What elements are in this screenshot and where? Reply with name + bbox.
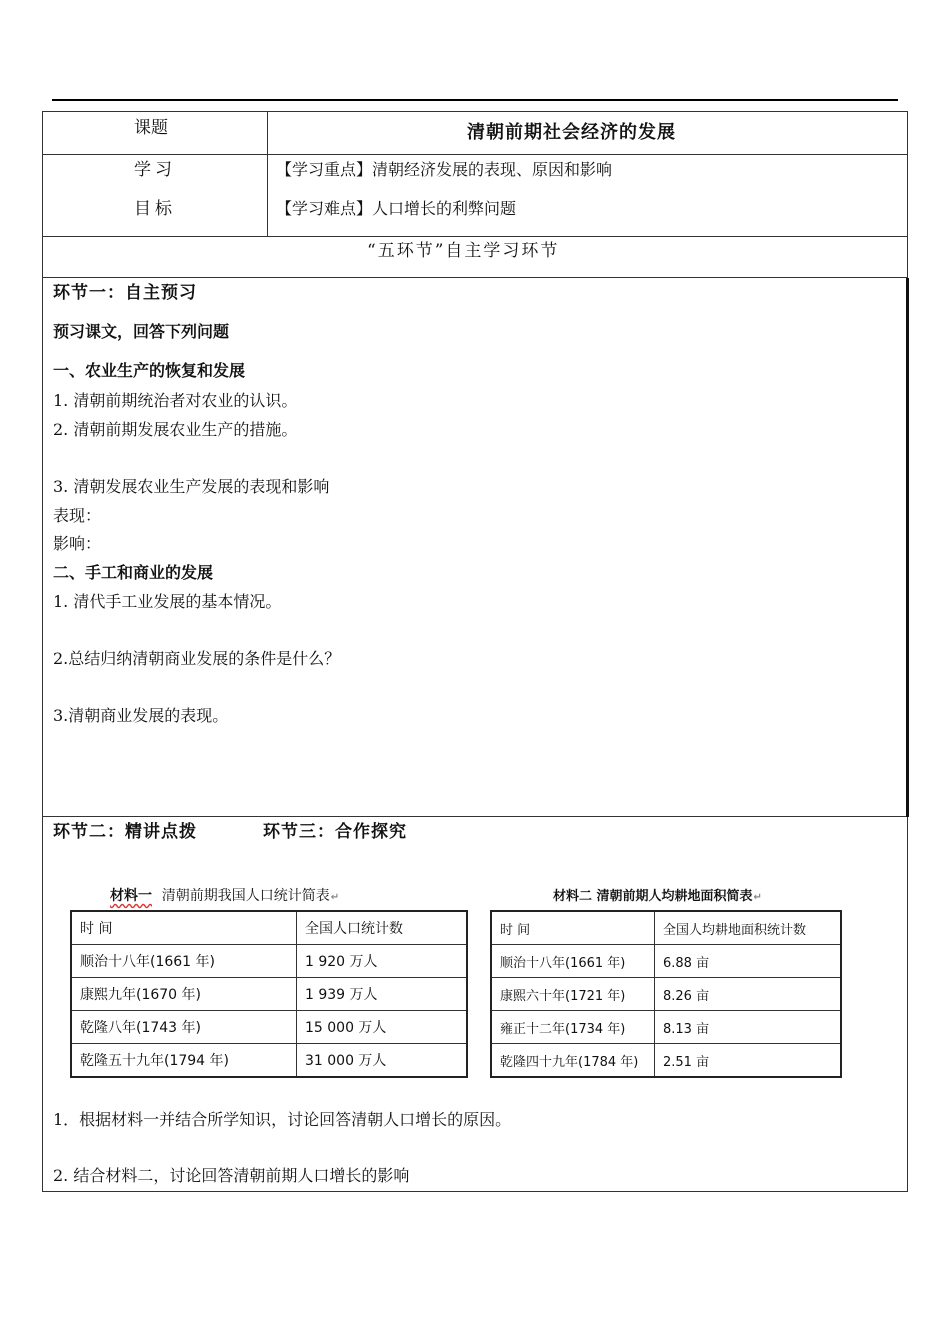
table-cell: 乾隆五十九年(1794 年) [71,1044,297,1078]
table-row [491,1044,841,1078]
material1-caption: 清朝前期我国人口统计简表 [161,888,330,904]
question-item: 2.总结归纳清朝商业发展的条件是什么？ [53,649,341,668]
learning-focus: 【学习重点】清朝经济发展的表现、原因和影响 [276,160,613,179]
table-cell: 顺治十八年(1661 年) [491,945,655,978]
table-cell: 8.26 亩 [655,978,842,1011]
material2-caption: 材料二 清朝前期人均耕地面积简表 [553,889,753,904]
section-border [906,278,909,817]
table-header-cell: 时 间 [491,911,655,945]
table-row [71,978,467,1011]
table-cell: 顺治十八年(1661 年) [71,945,297,978]
table-cell: 乾隆四十九年(1784 年) [491,1044,655,1078]
table-cell: 1 939 万人 [297,978,468,1011]
question-item: 1. 清朝前期统治者对农业的认识。 [53,391,298,410]
step3-title: 环节三：合作探究 [263,822,407,842]
table-header-cell: 时 间 [71,911,297,945]
row-divider [42,154,908,155]
row-divider [42,277,908,278]
question-item: 3. 清朝发展农业生产发展的表现和影响 [53,477,330,496]
row-divider [42,816,908,817]
table-header-row [491,911,841,945]
material2-table [490,910,842,1078]
table-row [491,945,841,978]
step1-title: 环节一：自主预习 [53,283,197,303]
material1-table [70,910,468,1078]
table-cell: 乾隆八年(1743 年) [71,1011,297,1044]
table-cell: 31 000 万人 [297,1044,468,1078]
goal-label-line2: 目标 [134,199,176,219]
table-cell: 2.51 亩 [655,1044,842,1078]
part1-title: 一、农业生产的恢复和发展 [53,361,246,380]
table-header-cell: 全国人均耕地面积统计数 [655,911,842,945]
step1-instruction: 预习课文，回答下列问题 [53,322,230,341]
table-cell: 8.13 亩 [655,1011,842,1044]
table-cell: 康熙六十年(1721 年) [491,978,655,1011]
material2-title: 材料二 清朝前期人均耕地面积简表↵ [553,889,762,904]
table-row [71,1044,467,1078]
question-item: 2. 清朝前期发展农业生产的措施。 [53,420,298,439]
table-header-row [71,911,467,945]
section-banner: “五环节”自主学习环节 [367,241,560,261]
goal-label-line1: 学习 [134,160,176,180]
header-rule [52,99,898,101]
table-row [71,945,467,978]
table-cell: 康熙九年(1670 年) [71,978,297,1011]
discussion-question-2: 2. 结合材料二，讨论回答清朝前期人口增长的影响 [53,1166,410,1185]
material1-title: 材料一 清朝前期我国人口统计简表↵ [110,888,340,904]
column-divider [267,111,268,236]
question-item: 1. 清代手工业发展的基本情况。 [53,592,282,611]
table-cell: 15 000 万人 [297,1011,468,1044]
table-row [491,1011,841,1044]
table-cell: 6.88 亩 [655,945,842,978]
page-title: 清朝前期社会经济的发展 [467,122,676,143]
learning-difficulty: 【学习难点】人口增长的利弊问题 [276,199,517,218]
answer-label: 影响： [53,534,102,553]
table-header-cell: 全国人口统计数 [297,911,468,945]
table-cell: 雍正十二年(1734 年) [491,1011,655,1044]
topic-label: 课题 [134,118,168,138]
material1-label: 材料一 [110,888,152,904]
step2-title: 环节二：精讲点拨 [53,822,197,842]
question-item: 3.清朝商业发展的表现。 [53,706,229,725]
row-divider [42,236,908,237]
table-cell: 1 920 万人 [297,945,468,978]
table-row [71,1011,467,1044]
discussion-question-1: 1．根据材料一并结合所学知识，讨论回答清朝人口增长的原因。 [53,1110,512,1129]
part2-title: 二、手工和商业的发展 [53,563,214,582]
answer-label: 表现： [53,506,102,525]
table-row [491,978,841,1011]
